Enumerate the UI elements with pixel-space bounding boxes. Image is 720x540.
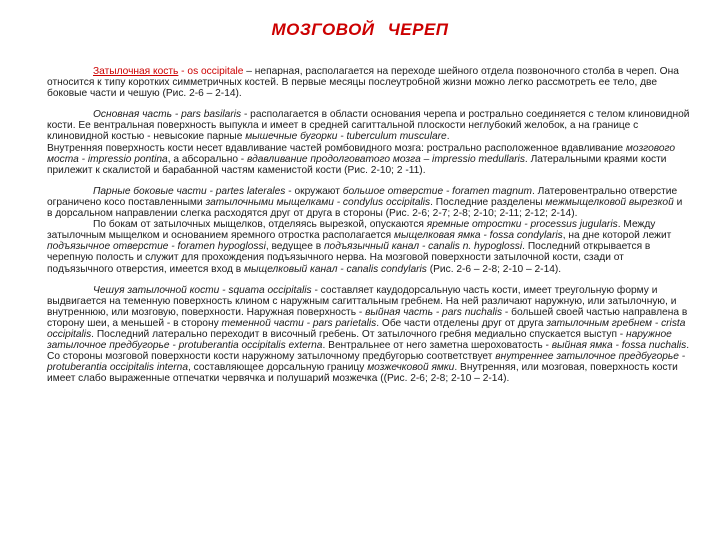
paragraph-lateral-parts	[47, 186, 690, 219]
paragraph-text: .	[446, 131, 450, 143]
paragraph-text: Внутренняя поверхность кости несет вдавливание частей ромбовидного мозга: рострально расположенное вдавливание	[47, 142, 626, 154]
term-foramen-hypoglossi: подъязычное отверстие - foramen hypoglossi	[47, 241, 266, 253]
term-crista-occipitalis: затылочным гребнем - crista occipitalis	[47, 317, 686, 340]
term-impressio-medullaris: вдавливание продолговатого мозга – impressio medullaris	[247, 153, 525, 165]
paragraph-text: . Последние разделены	[430, 196, 546, 208]
term-fossa-condylaris: мыщелковая ямка - fossa condylaris	[393, 230, 563, 242]
paragraph-text: . Последний латерально переходит в височный гребень. От затылочного гребня медиально спускается выступ -	[91, 328, 627, 340]
term-pars-parietalis: теменной части - pars parietalis	[221, 317, 377, 329]
paragraph-text: . Внутренняя, или мозговая, поверхность кости имеет слабо выраженные отпечатки червячка и полушарий мозжечка ((Рис. 2-6; 2-8; 2-10 – 2-14).	[47, 362, 678, 385]
term-partes-laterales: Парные боковые части - partes laterales	[93, 185, 286, 197]
paragraph-text: . Последний открывается в черепную полость и служит для прохождения подъязычного нерва. На мозговой поверхности затылочной кости, сзади от подъязычного отверстия, имеется вход в	[47, 241, 651, 275]
paragraph-text: - окружают	[285, 185, 343, 197]
term-squama-occipitalis: Чешуя затылочной кости - squama occipitalis	[93, 284, 312, 296]
paragraph-text: . Обе части отделены друг от друга	[376, 317, 547, 329]
paragraph-text: - составляет каудодорсальную часть кости, имеет треугольную форму и выдвигается на теменную поверхность клином с наружным сагиттальным гребнем. На ней различают наружную, или затылочную, и внутреннюю, или мозговую, поверхности. Наружная поверхность -	[47, 284, 677, 318]
term-pars-nuchalis: выйная часть - pars nuchalis	[365, 306, 503, 318]
paragraph-text: (Рис. 2-6 – 2-8; 2-10 – 2-14).	[426, 263, 562, 275]
term-condylus-occipitalis: затылочными мыщелками - condylus occipitalis	[205, 196, 431, 208]
paragraph-text: – непарная, располагается на переходе шейного отдела позвоночного столба в череп. Она относится к типу коротких симметричных костей. В первые месяцы послеутробной жизни можно легко рассмотреть ее тело, две боковые части и чешую (Рис. 2-6 – 2-14).	[47, 66, 679, 100]
document-body	[47, 66, 690, 384]
paragraph-text: , на дне которой лежит	[562, 230, 672, 242]
term-canalis-condylaris: мыщелковый канал - canalis condylaris	[244, 263, 427, 275]
term-intercondylar-notch: межмыщелковой вырезкой	[545, 196, 674, 208]
term-impressio-pontina: мозгового моста - impressio pontina	[47, 142, 676, 165]
term-tuberculum-musculare: мышечные бугорки - tuberculum musculare	[245, 131, 447, 143]
paragraph-text: . Со стороны мозговой поверхности кости наружному затылочному предбугорью соответствует	[47, 340, 690, 363]
paragraph-text: . Латеровентрально отверстие ограничено косо поставленными	[47, 185, 678, 208]
term-fossa-nuchalis: выйная ямка - fossa nuchalis	[551, 340, 687, 352]
term-protuberantia-externa: наружное затылочное предбугорье - protuberantia occipitalis externa	[47, 328, 672, 352]
term-cerebellar-fossa: мозжечковой ямки	[367, 362, 455, 374]
paragraph-jugular-process	[47, 219, 690, 274]
term-protuberantia-interna: внутреннее затылочное предбугорье - protuberantia occipitalis interna	[47, 351, 686, 374]
paragraph-text: . Вентральнее от него заметна шероховатость -	[322, 340, 552, 352]
paragraph-text: и в дорсальном направлении слегка расходятся друг от друга в стороны (Рис. 2-6; 2-7; 2-8; 2-10; 2-11; 2-12; 2-14).	[47, 196, 683, 220]
term-pars-basilaris: Основная часть - pars basilaris	[93, 109, 242, 121]
term-foramen-magnum: большое отверстие - foramen magnum	[342, 185, 533, 197]
paragraph-text: . Между затылочным мыщелком и основанием яремного отростка располагается	[47, 219, 656, 242]
term-processus-jugularis: яремные отростки - processus jugularis	[426, 219, 618, 231]
paragraph-basilar-part	[47, 109, 690, 142]
paragraph-text: . Латеральными краями кости прилежит к скалистой и барабанной частям каменистой кости (Рис. 2-10; 2 -11).	[47, 153, 667, 176]
term-canalis-hypoglossi: подъязычный канал - canalis n. hypoglossi	[323, 241, 523, 253]
paragraph-text: , ведущее в	[265, 241, 324, 253]
paragraph-text: - располагается в области основания черепа и рострально соединяется с телом клиновидной кости. Ее вентральная поверхность выпукла и имеет в средней сагиттальной плоскости неглубокий желобок, а на границе с клиновидной костью - невысокие парные	[47, 109, 690, 143]
page-title: МОЗГОВОЙ ЧЕРЕП	[271, 20, 449, 39]
paragraph-text: - большей своей частью направлена в сторону шеи, а меньшей - в сторону	[47, 306, 688, 329]
paragraph-text: , а абсорально -	[167, 153, 248, 165]
term-occipital-bone: Затылочная кость	[93, 66, 179, 77]
term-occipital-latin: - os occipitale	[178, 66, 244, 77]
paragraph-intro	[47, 66, 690, 99]
paragraph-squama	[47, 285, 690, 385]
paragraph-inner-surface	[47, 143, 690, 176]
paragraph-text: По бокам от затылочных мыщелков, отделяясь вырезкой, опускаются	[93, 219, 427, 231]
paragraph-text: , составляющее дорсальную границу	[188, 362, 368, 374]
